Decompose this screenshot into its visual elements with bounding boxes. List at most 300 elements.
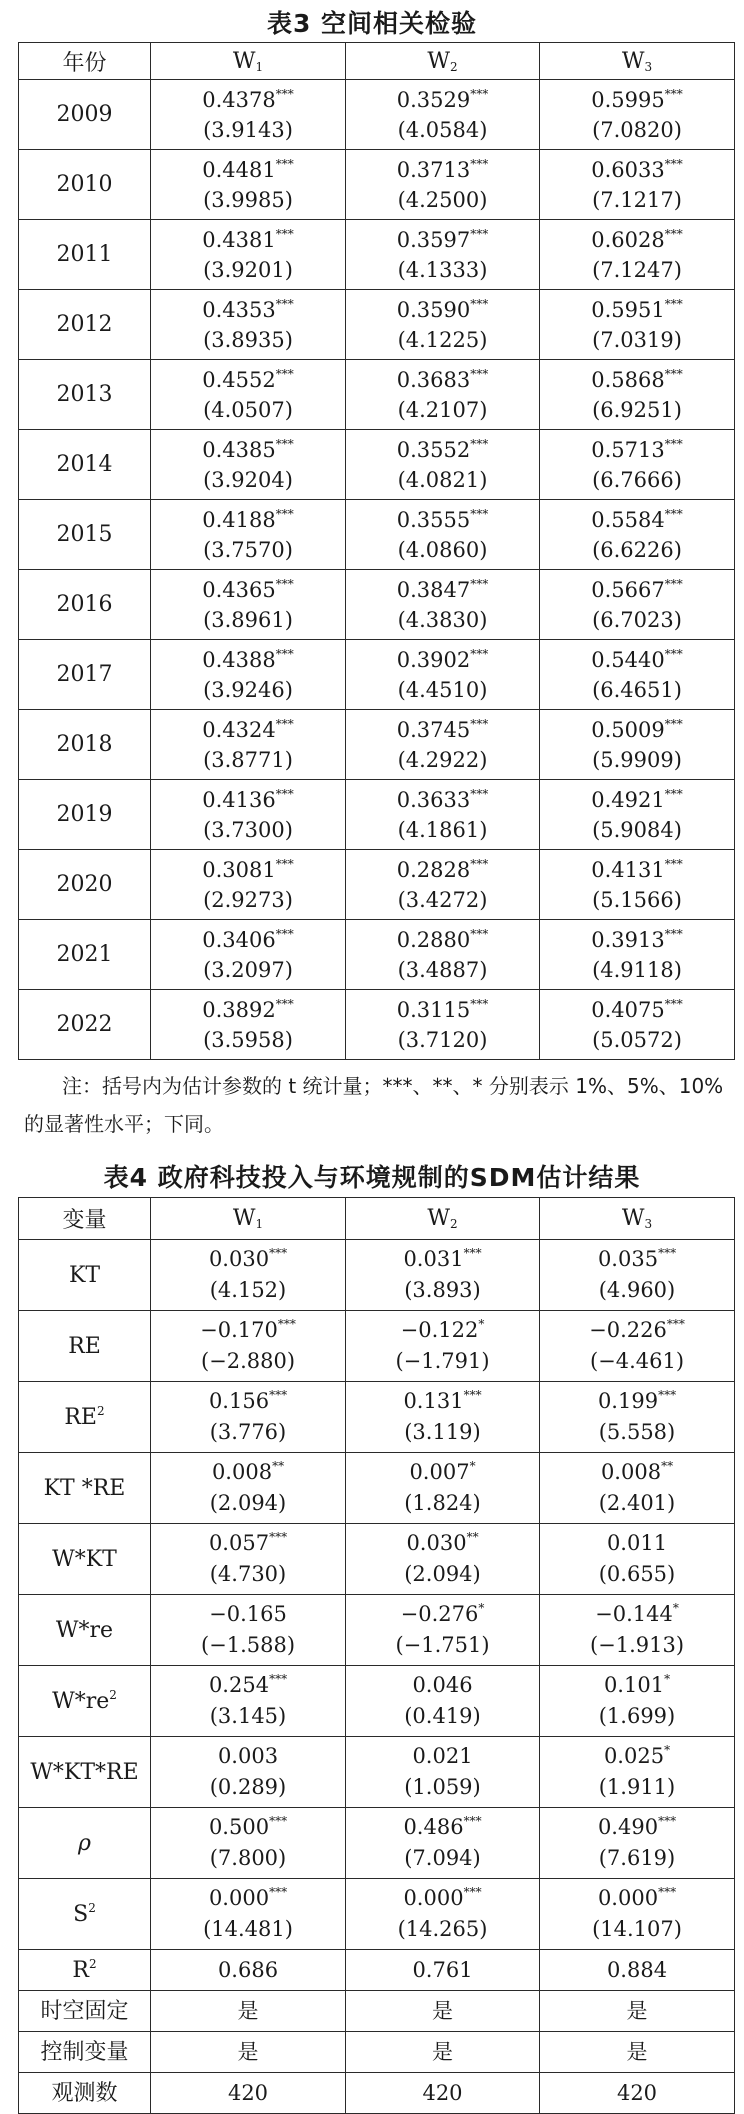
t-statistic: (3.9204) (203, 467, 293, 492)
t-statistic: (1.911) (598, 1775, 676, 1799)
coefficient-line (151, 295, 345, 325)
significance-stars: *** (664, 296, 683, 311)
variable-label: 时空固定 (40, 1998, 129, 2024)
coefficient-line (151, 1244, 345, 1275)
significance-stars: *** (658, 1388, 677, 1402)
estimate-cell (151, 430, 346, 500)
estimate-cell (540, 780, 735, 850)
estimate-cell (346, 850, 540, 920)
table4-header-w1 (151, 1198, 346, 1240)
estimate-cell (346, 780, 540, 850)
coefficient-line (151, 785, 345, 815)
summary-value-cell (151, 2032, 346, 2073)
t-statistic: (5.9909) (592, 747, 682, 772)
year-cell (19, 850, 151, 920)
t-statistic: (14.107) (592, 1917, 682, 1941)
summary-value: 是 (432, 1998, 453, 2023)
significance-stars: *** (275, 926, 294, 941)
t-statistic: (3.7120) (397, 1027, 488, 1052)
significance-stars: *** (664, 226, 683, 241)
table4-header-w2 (346, 1198, 540, 1240)
coefficient-value: 0.4552 (202, 367, 276, 392)
coefficient-value: 0.131 (403, 1389, 464, 1413)
year-label: 2021 (56, 941, 113, 967)
coefficient-line (540, 225, 734, 255)
variable-label: RE (64, 1404, 97, 1430)
coefficient-value: 0.011 (606, 1531, 668, 1555)
coefficient-line (346, 1457, 539, 1488)
estimate-cell (151, 150, 346, 220)
estimate-cell (151, 290, 346, 360)
estimate-cell (540, 990, 735, 1060)
coefficient-line (151, 1457, 345, 1488)
t-statistic: (3.145) (209, 1704, 287, 1728)
significance-stars: *** (658, 1885, 677, 1899)
significance-stars: *** (470, 296, 489, 311)
coefficient-value: −0.122 (400, 1318, 479, 1342)
coefficient-value: 0.5667 (591, 577, 665, 602)
estimate-cell (346, 1595, 540, 1666)
coefficient-line (151, 715, 345, 745)
t-statistic: (4.9118) (592, 957, 682, 982)
significance-stars: *** (275, 226, 294, 241)
estimate-cell (540, 1879, 735, 1950)
header-subscript: 1 (255, 1217, 264, 1231)
estimate-cell (151, 1453, 346, 1524)
significance-stars: * (672, 1601, 679, 1615)
coefficient-line (151, 505, 345, 535)
summary-value-cell (540, 1991, 735, 2032)
coefficient-value: 0.5951 (591, 297, 665, 322)
summary-value-cell (151, 1991, 346, 2032)
coefficient-line (346, 1244, 539, 1275)
coefficient-line (346, 855, 539, 885)
significance-stars: ** (272, 1459, 285, 1473)
t-statistic: (3.9201) (203, 257, 293, 282)
t-statistic: (6.7023) (592, 607, 682, 632)
table3-row (19, 920, 735, 990)
table4-body (19, 1240, 735, 2114)
t-statistic: (7.094) (404, 1846, 481, 1870)
year-label: 2014 (56, 451, 113, 477)
coefficient-value: 0.3552 (396, 437, 471, 462)
variable-label: 控制变量 (40, 2039, 129, 2065)
coefficient-line (346, 225, 539, 255)
estimate-cell (540, 80, 735, 150)
year-cell (19, 80, 151, 150)
coefficient-value: 0.057 (208, 1531, 270, 1555)
estimate-cell (151, 1666, 346, 1737)
coefficient-value: 0.000 (403, 1886, 464, 1910)
coefficient-value: 0.4353 (202, 297, 276, 322)
coefficient-value: 0.4365 (202, 577, 276, 602)
header-label: 变量 (62, 1208, 107, 1233)
t-statistic: (2.094) (209, 1491, 287, 1515)
estimate-cell (151, 360, 346, 430)
coefficient-value: 0.008 (600, 1460, 662, 1484)
coefficient-value: 0.254 (208, 1673, 270, 1697)
coefficient-line (151, 155, 345, 185)
table4-row (19, 1311, 735, 1382)
estimate-cell (346, 640, 540, 710)
coefficient-line (540, 1670, 734, 1701)
coefficient-value: 0.3590 (396, 297, 471, 322)
table3-header-w1 (151, 43, 346, 80)
t-statistic: (4.1333) (397, 257, 488, 282)
coefficient-line (346, 1670, 539, 1701)
t-statistic: (14.481) (203, 1917, 293, 1941)
t-statistic: (5.1566) (592, 887, 682, 912)
coefficient-line (151, 995, 345, 1025)
table4-row (19, 1382, 735, 1453)
t-statistic: (3.8935) (203, 327, 293, 352)
t-statistic: (−1.751) (395, 1633, 490, 1657)
table4-row (19, 1666, 735, 1737)
table3-row (19, 850, 735, 920)
significance-stars: *** (470, 506, 489, 521)
estimate-cell (151, 1879, 346, 1950)
coefficient-value: 0.030 (208, 1247, 270, 1271)
significance-stars: *** (664, 576, 683, 591)
coefficient-value: 0.4324 (202, 717, 276, 742)
coefficient-value: 0.4136 (202, 787, 276, 812)
significance-stars: *** (275, 156, 294, 171)
table4-row (19, 1737, 735, 1808)
variable-cell (19, 1595, 151, 1666)
coefficient-line (540, 295, 734, 325)
coefficient-line (540, 435, 734, 465)
estimate-cell (540, 1737, 735, 1808)
variable-label: W*re (55, 1617, 114, 1643)
t-statistic: (4.0860) (397, 537, 488, 562)
year-label: 2010 (56, 171, 113, 197)
table3-body (19, 80, 735, 1060)
t-statistic: (0.419) (404, 1704, 481, 1728)
summary-value-cell (346, 2032, 540, 2073)
year-label: 2018 (56, 731, 113, 757)
estimate-cell (151, 640, 346, 710)
header-label: W (232, 48, 256, 74)
t-statistic: (4.2500) (397, 187, 488, 212)
variable-label: 观测数 (51, 2080, 118, 2106)
coefficient-value: 0.3555 (396, 507, 471, 532)
table3-row (19, 780, 735, 850)
estimate-cell (346, 360, 540, 430)
t-statistic: (−4.461) (589, 1349, 685, 1373)
significance-stars: *** (664, 86, 683, 101)
summary-value: 是 (626, 1998, 648, 2023)
summary-value: 是 (237, 2039, 259, 2064)
coefficient-line (540, 995, 734, 1025)
coefficient-value: 0.4921 (591, 787, 665, 812)
t-statistic: (3.8961) (203, 607, 293, 632)
estimate-cell (151, 1311, 346, 1382)
coefficient-value: 0.025 (603, 1744, 665, 1768)
year-cell (19, 780, 151, 850)
estimate-cell (151, 1808, 346, 1879)
t-statistic: (7.0319) (592, 327, 682, 352)
significance-stars: *** (666, 1317, 685, 1331)
coefficient-value: 0.4188 (202, 507, 276, 532)
significance-stars: *** (463, 1814, 482, 1828)
coefficient-value: 0.6028 (591, 227, 665, 252)
coefficient-line (151, 855, 345, 885)
coefficient-line (346, 995, 539, 1025)
coefficient-line (346, 1315, 539, 1346)
table4-header-row (19, 1198, 735, 1240)
coefficient-line (346, 1741, 539, 1772)
summary-value: 0.761 (412, 1957, 473, 1982)
table4 (18, 1197, 735, 2114)
coefficient-line (540, 1386, 734, 1417)
table3-row (19, 360, 735, 430)
year-label: 2022 (56, 1011, 113, 1037)
coefficient-line (540, 575, 734, 605)
t-statistic: (4.2922) (397, 747, 488, 772)
coefficient-line (540, 645, 734, 675)
t-statistic: (6.4651) (592, 677, 682, 702)
coefficient-value: 0.003 (217, 1744, 279, 1768)
t-statistic: (3.5958) (203, 1027, 293, 1052)
significance-stars: *** (277, 1317, 296, 1331)
coefficient-value: 0.5584 (591, 507, 665, 532)
estimate-cell (346, 1666, 540, 1737)
estimate-cell (151, 850, 346, 920)
t-statistic: (6.6226) (592, 537, 682, 562)
t-statistic: (6.7666) (592, 467, 682, 492)
estimate-cell (540, 710, 735, 780)
significance-stars: *** (664, 786, 683, 801)
coefficient-value: 0.5713 (591, 437, 665, 462)
coefficient-value: 0.4381 (202, 227, 276, 252)
coefficient-value: 0.3633 (396, 787, 471, 812)
coefficient-line (346, 925, 539, 955)
table4-summary-row (19, 2073, 735, 2114)
table4-row (19, 1240, 735, 1311)
variable-label: ρ (78, 1830, 91, 1856)
variable-cell (19, 1382, 151, 1453)
coefficient-value: 0.5009 (591, 717, 665, 742)
significance-stars: *** (275, 856, 294, 871)
variable-label: KT (68, 1262, 101, 1288)
table3-row (19, 430, 735, 500)
t-statistic: (3.4272) (397, 887, 488, 912)
t-statistic: (−1.791) (395, 1349, 490, 1373)
estimate-cell (151, 1240, 346, 1311)
estimate-cell (151, 1524, 346, 1595)
coefficient-value: 0.2880 (396, 927, 471, 952)
significance-stars: * (664, 1672, 671, 1686)
coefficient-line (540, 925, 734, 955)
t-statistic: (3.7300) (203, 817, 293, 842)
summary-value-cell (151, 1950, 346, 1991)
table4-row (19, 1524, 735, 1595)
header-label: 年份 (62, 50, 107, 76)
table4-row (19, 1879, 735, 1950)
t-statistic: (0.289) (209, 1775, 287, 1799)
significance-stars: *** (269, 1246, 288, 1260)
estimate-cell (346, 710, 540, 780)
year-cell (19, 710, 151, 780)
table4-row (19, 1453, 735, 1524)
significance-stars: *** (470, 226, 489, 241)
estimate-cell (346, 990, 540, 1060)
coefficient-value: 0.007 (409, 1460, 470, 1484)
t-statistic: (7.1217) (592, 187, 682, 212)
significance-stars: *** (269, 1388, 288, 1402)
significance-stars: *** (658, 1814, 677, 1828)
significance-stars: * (469, 1459, 476, 1473)
coefficient-line (151, 365, 345, 395)
significance-stars: *** (470, 786, 489, 801)
coefficient-line (540, 365, 734, 395)
t-statistic: (7.800) (209, 1846, 287, 1870)
coefficient-value: 0.4075 (591, 997, 665, 1022)
coefficient-value: 0.3745 (396, 717, 471, 742)
summary-value-cell (540, 2073, 735, 2114)
table3-row (19, 500, 735, 570)
coefficient-value: 0.3529 (396, 87, 471, 112)
header-subscript: 3 (644, 59, 653, 74)
significance-stars: * (664, 1743, 671, 1757)
coefficient-line (151, 575, 345, 605)
coefficient-line (346, 1812, 539, 1843)
estimate-cell (540, 430, 735, 500)
variable-cell (19, 1950, 151, 1991)
table3-header-w2 (346, 43, 540, 80)
coefficient-line (540, 855, 734, 885)
t-statistic: (3.8771) (203, 747, 293, 772)
header-label: W (427, 1206, 450, 1231)
estimate-cell (151, 80, 346, 150)
estimate-cell (540, 920, 735, 990)
year-cell (19, 570, 151, 640)
estimate-cell (540, 850, 735, 920)
coefficient-value: 0.3597 (396, 227, 471, 252)
estimate-cell (151, 1382, 346, 1453)
t-statistic: (4.730) (209, 1562, 287, 1586)
coefficient-value: 0.4378 (202, 87, 276, 112)
estimate-cell (151, 920, 346, 990)
year-label: 2009 (56, 101, 113, 127)
year-label: 2013 (56, 381, 113, 407)
estimate-cell (151, 780, 346, 850)
t-statistic: (4.1861) (397, 817, 488, 842)
coefficient-value: 0.486 (403, 1815, 464, 1839)
coefficient-line (151, 225, 345, 255)
coefficient-value: 0.030 (406, 1531, 467, 1555)
t-statistic: (6.9251) (592, 397, 682, 422)
estimate-cell (151, 1595, 346, 1666)
t-statistic: (3.2097) (203, 957, 293, 982)
significance-stars: *** (470, 996, 489, 1011)
year-cell (19, 220, 151, 290)
coefficient-value: 0.3847 (396, 577, 471, 602)
coefficient-value: −0.165 (209, 1602, 287, 1626)
significance-stars: *** (269, 1530, 288, 1544)
coefficient-value: 0.021 (412, 1744, 473, 1768)
estimate-cell (540, 360, 735, 430)
coefficient-value: 0.3913 (591, 927, 665, 952)
significance-stars: * (478, 1317, 485, 1331)
coefficient-line (540, 1883, 734, 1914)
table3-row (19, 290, 735, 360)
estimate-cell (540, 1524, 735, 1595)
significance-stars: *** (470, 646, 489, 661)
table3-header-year (19, 43, 151, 80)
coefficient-value: 0.199 (597, 1389, 659, 1413)
coefficient-line (151, 435, 345, 465)
header-label: W (427, 48, 450, 74)
coefficient-line (151, 925, 345, 955)
year-cell (19, 150, 151, 220)
coefficient-line (540, 155, 734, 185)
coefficient-line (346, 85, 539, 115)
estimate-cell (151, 220, 346, 290)
table4-title: 表4 政府科技投入与环境规制的SDM估计结果 (103, 1163, 641, 1192)
estimate-cell (540, 150, 735, 220)
year-cell (19, 500, 151, 570)
coefficient-value: 0.000 (597, 1886, 659, 1910)
header-label: W (621, 1206, 645, 1231)
t-statistic: (0.655) (598, 1562, 676, 1586)
significance-stars: ** (466, 1530, 479, 1544)
t-statistic: (1.824) (404, 1491, 481, 1515)
t-statistic: (7.619) (598, 1846, 676, 1870)
variable-cell (19, 2073, 151, 2114)
variable-cell (19, 1879, 151, 1950)
header-label: W (621, 48, 645, 74)
coefficient-line (151, 1812, 345, 1843)
table4-header-variable (19, 1198, 151, 1240)
estimate-cell (151, 1737, 346, 1808)
t-statistic: (3.9143) (203, 117, 293, 142)
table4-summary-row (19, 1950, 735, 1991)
t-statistic: (−2.880) (200, 1349, 296, 1373)
variable-cell (19, 1737, 151, 1808)
estimate-cell (346, 500, 540, 570)
variable-superscript: 2 (88, 1900, 96, 1915)
t-statistic: (3.9246) (203, 677, 293, 702)
significance-stars: *** (463, 1388, 482, 1402)
estimate-cell (151, 570, 346, 640)
significance-stars: *** (269, 1885, 288, 1899)
coefficient-value: 0.035 (597, 1247, 659, 1271)
coefficient-value: 0.4388 (202, 647, 276, 672)
t-statistic: (4.0507) (203, 397, 293, 422)
coefficient-line (346, 505, 539, 535)
t-statistic: (4.4510) (397, 677, 488, 702)
coefficient-value: 0.3683 (396, 367, 471, 392)
t-statistic: (4.3830) (397, 607, 488, 632)
estimate-cell (540, 1240, 735, 1311)
coefficient-value: 0.3713 (396, 157, 471, 182)
estimate-cell (346, 570, 540, 640)
significance-stars: *** (275, 366, 294, 381)
significance-stars: *** (275, 296, 294, 311)
significance-stars: *** (275, 646, 294, 661)
coefficient-line (346, 295, 539, 325)
variable-label: KT *RE (43, 1475, 126, 1501)
coefficient-value: 0.6033 (591, 157, 665, 182)
summary-value-cell (346, 1991, 540, 2032)
estimate-cell (346, 1311, 540, 1382)
coefficient-line (540, 505, 734, 535)
coefficient-line (346, 785, 539, 815)
coefficient-line (151, 1670, 345, 1701)
t-statistic: (−1.588) (200, 1633, 296, 1657)
year-label: 2019 (56, 801, 113, 827)
